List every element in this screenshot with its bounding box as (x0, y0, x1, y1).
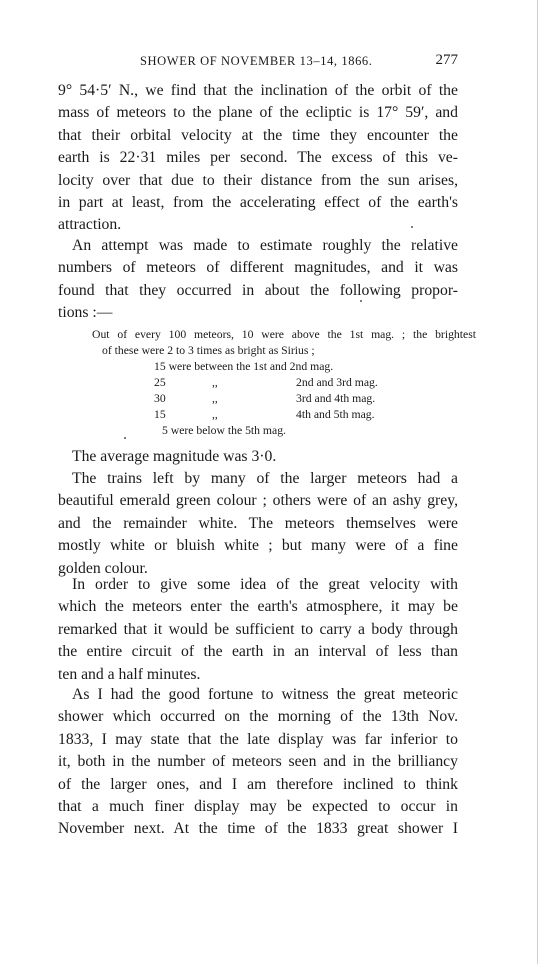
text-line: in part at least, from the accelerating effect of the earth's (58, 194, 458, 212)
print-speck (360, 300, 362, 302)
print-speck (124, 437, 126, 439)
running-title: SHOWER OF NOVEMBER 13–14, 1866. (140, 54, 373, 68)
text-line: it, both in the number of meteors seen and in the brilliancy (58, 753, 458, 771)
text-line: and the remainder white. The meteors themselves were (58, 514, 458, 532)
table-row: 15 were between the 1st and 2nd mag. (154, 360, 334, 373)
text-line: 1833, I may state that the late display was far inferior to (58, 730, 458, 748)
text-line: An attempt was made to estimate roughly the relative (72, 237, 458, 254)
table-intro-line: Out of every 100 meteors, 10 were above the 1st mag. ; the brightest (92, 328, 476, 341)
text-line: the entire circuit of the earth in an interval of less than (58, 643, 458, 661)
magnitude-table (92, 327, 476, 439)
text-line: beautiful emerald green colour ; others were of an ashy grey, (58, 492, 458, 510)
print-speck (411, 226, 413, 228)
text-line: numbers of meteors of different magnitudes, and it was (58, 259, 458, 277)
table-row (92, 407, 476, 423)
table-row (92, 375, 476, 391)
table-cell-range: 2nd and 3rd mag. (296, 376, 378, 389)
text-line: In order to give some idea of the great velocity with (72, 576, 458, 593)
text-line: ten and a half minutes. (58, 665, 201, 683)
paragraph-velocity (58, 574, 458, 686)
text-line: The trains left by many of the larger meteors had a (72, 470, 458, 487)
page-number: 277 (435, 52, 458, 68)
text-line: that a much finer display may be expected to occur in (58, 798, 458, 816)
text-line: which the meteors enter the earth's atmosphere, it may be (58, 598, 458, 616)
table-intro-line: of these were 2 to 3 times as bright as Sirius ; (102, 344, 315, 357)
table-cell-count: 15 (154, 408, 166, 421)
text-line: The average magnitude was 3·0. (72, 448, 277, 465)
text-line: November next. At the time of the 1833 great shower I (58, 820, 458, 838)
table-cell-ditto: ,, (212, 392, 218, 405)
text-line: found that they occurred in about the following propor- (58, 281, 458, 299)
text-line: earth is 22·31 miles per second. The excess of this ve- (58, 149, 458, 167)
table-cell-range: 3rd and 4th mag. (296, 392, 376, 405)
paragraph-average-magnitude (58, 446, 458, 468)
table-cell-ditto: ,, (212, 376, 218, 389)
paragraph-train-colours (58, 468, 458, 580)
text-line: tions :— (58, 304, 113, 322)
text-line: mass of meteors to the plane of the ecliptic is 17° 59′, and (58, 104, 458, 122)
paragraph-orbit-inclination (58, 80, 458, 237)
text-line: that their orbital velocity at the time they encounter the (58, 126, 458, 144)
text-line: of the larger ones, and I am therefore inclined to think (58, 775, 458, 793)
text-line: remarked that it would be sufficient to carry a body through (58, 620, 458, 638)
text-line: 9° 54·5′ N., we find that the inclination of the orbit of the (58, 82, 458, 99)
paragraph-1833-shower (58, 684, 458, 841)
table-row: 5 were below the 5th mag. (162, 424, 286, 437)
page-header (58, 52, 458, 72)
text-line: As I had the good fortune to witness the great meteoric (72, 686, 458, 703)
paragraph-magnitude-estimate (58, 235, 458, 325)
table-cell-ditto: ,, (212, 408, 218, 421)
text-line: shower which occurred on the morning of the 13th Nov. (58, 708, 458, 726)
table-cell-count: 25 (154, 376, 166, 389)
table-cell-count: 30 (154, 392, 166, 405)
text-line: locity over that due to their distance from the sun arises, (58, 171, 458, 189)
table-row (92, 391, 476, 407)
text-line: golden colour. (58, 559, 148, 577)
text-line: mostly white or bluish white ; but many were of a fine (58, 537, 458, 555)
page-edge-line (537, 0, 538, 964)
text-line: attraction. (58, 216, 122, 234)
table-cell-range: 4th and 5th mag. (296, 408, 375, 421)
